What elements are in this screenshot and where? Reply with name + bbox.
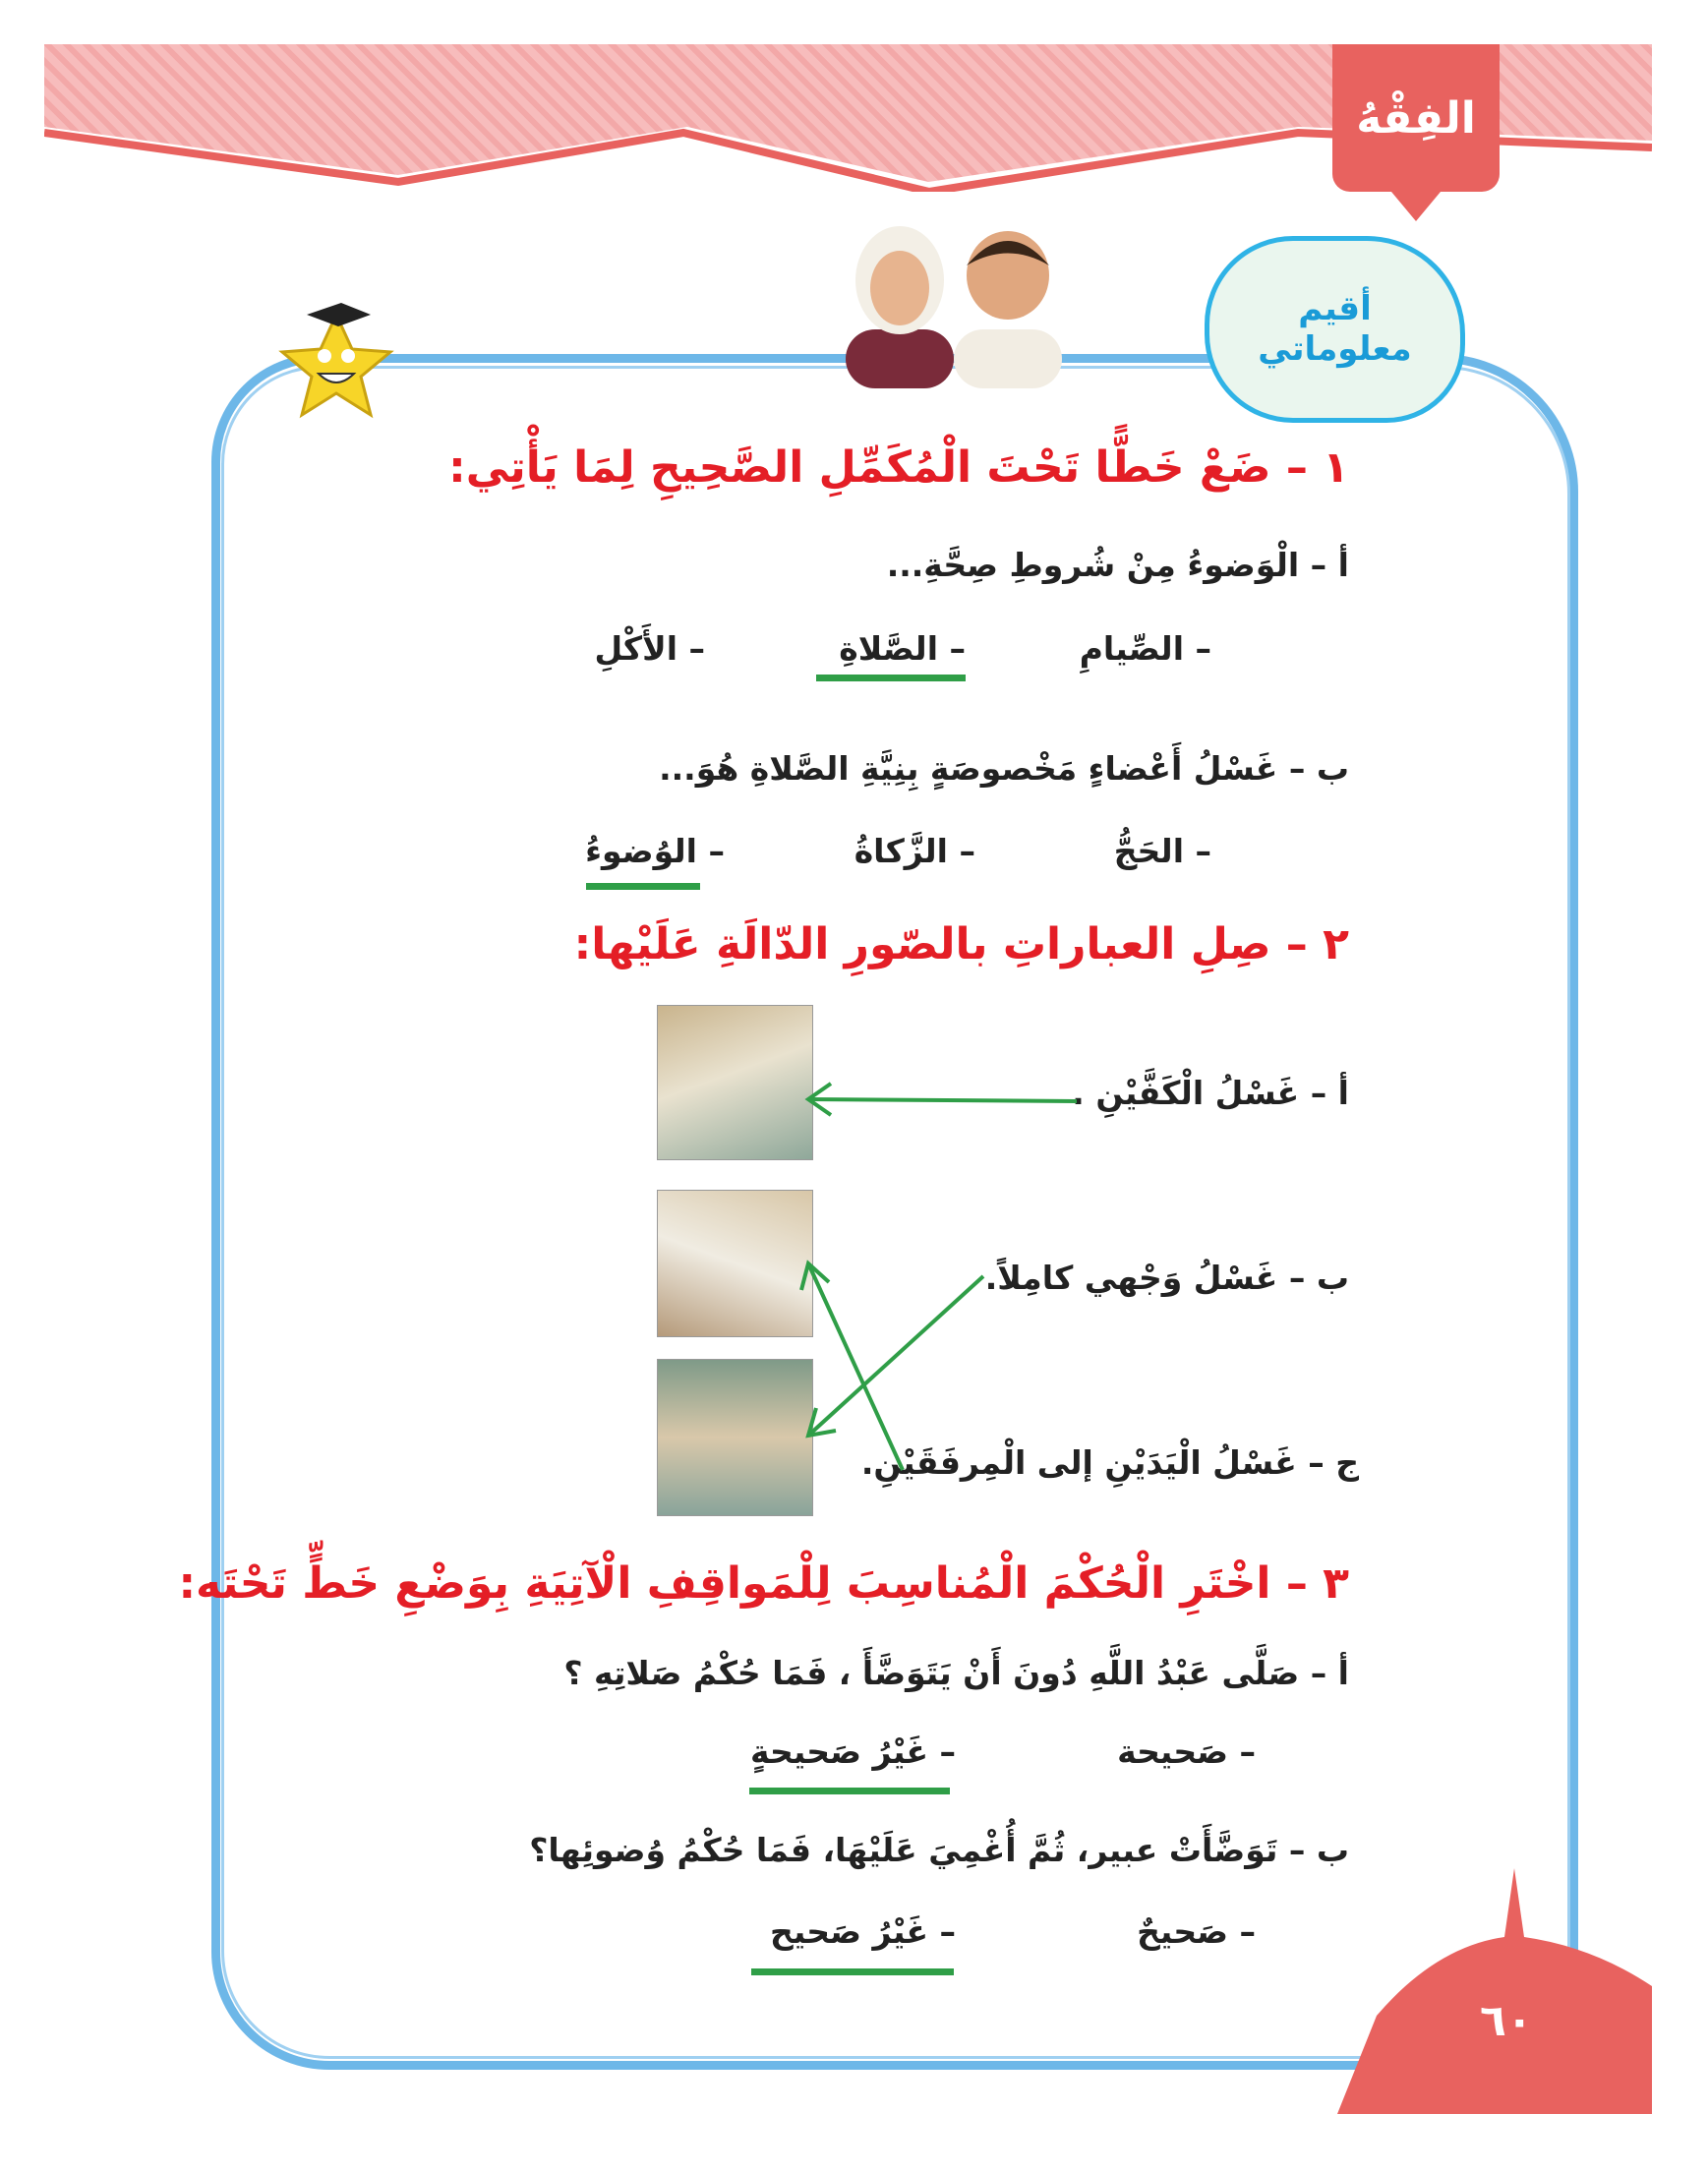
q3b-option-2[interactable]: – غَيْرُ صَحيح <box>770 1912 956 1951</box>
badge-line-1: أقيم <box>1298 289 1372 329</box>
q1a-answer-underline <box>816 675 966 681</box>
badge-line-2: معلوماتي <box>1258 329 1412 369</box>
q3a-text: أ – صَلَّى عَبْدُ اللَّهِ دُونَ أَنْ يَتَوَضَّأَ ، فَمَا حُكْمُ صَلاتِهِ ؟ <box>563 1654 1349 1692</box>
q3a-answer-underline <box>749 1788 950 1794</box>
mosque-dome-decoration <box>1337 1868 1652 2114</box>
q2-item-a[interactable]: أ – غَسْلُ الْكَفَّيْنِ . <box>1072 1074 1349 1112</box>
q3b-answer-underline <box>751 1968 954 1975</box>
graduate-star-mascot-icon <box>267 295 405 433</box>
q2-item-b[interactable]: ب – غَسْلُ وَجْهي كامِلاً. <box>984 1259 1349 1297</box>
washing-arms-image[interactable] <box>657 1190 813 1337</box>
content-frame-inner <box>221 366 1570 2059</box>
kids-illustration <box>846 221 1067 388</box>
q1b-answer-underline <box>586 883 700 890</box>
q3b-text: ب – تَوَضَّأَتْ عبير، ثُمَّ أُغْمِيَ عَلَيْهَا، فَمَا حُكْمُ وُضوئِها؟ <box>529 1831 1349 1869</box>
q1b-text: ب – غَسْلُ أَعْضاءٍ مَخْصوصَةٍ بِنِيَّةِ الصَّلاةِ هُوَ... <box>659 749 1349 788</box>
page-number: ٦٠ <box>1480 1996 1533 2046</box>
q1a-option-2[interactable]: – الصَّلاةِ <box>839 629 966 668</box>
subject-title: الفِقْهُ <box>1356 92 1476 144</box>
q2-item-c[interactable]: ج – غَسْلُ الْيَدَيْنِ إلى الْمِرفَقَيْنِ. <box>860 1443 1359 1482</box>
q3a-option-2[interactable]: – غَيْرُ صَحيحةٍ <box>750 1732 956 1771</box>
q1-heading: ١ – ضَعْ خَطًّا تَحْتَ الْمُكَمِّلِ الصَّحِيحِ لِمَا يَأْتِي: <box>448 442 1349 493</box>
q3b-option-1[interactable]: – صَحيحٌ <box>1137 1912 1256 1951</box>
q1a-option-3[interactable]: – الأَكْلِ <box>594 629 705 668</box>
q1a-text: أ – الْوَضوءُ مِنْ شُروطِ صِحَّةِ... <box>886 546 1349 584</box>
washing-hands-image[interactable] <box>657 1005 813 1160</box>
assess-badge-cloud <box>1205 236 1465 423</box>
q1a-option-1[interactable]: – الصِّيامِ <box>1079 629 1211 668</box>
q3a-option-1[interactable]: – صَحيحة <box>1117 1732 1256 1771</box>
q2-heading: ٢ – صِلِ العباراتِ بالصّورِ الدّالَةِ عَلَيْها: <box>573 919 1349 969</box>
q3-heading: ٣ – اخْتَرِ الْحُكْمَ الْمُناسِبَ لِلْمَواقِفِ الْآتِيَةِ بِوَضْعِ خَطٍّ تَحْتَه: <box>178 1558 1349 1609</box>
q1b-option-1[interactable]: – الحَجُّ <box>1113 832 1211 870</box>
subject-tab <box>1332 44 1500 192</box>
q1b-option-3[interactable]: – الوُضوءُ <box>585 832 725 870</box>
washing-face-image[interactable] <box>657 1359 813 1516</box>
q1b-option-2[interactable]: – الزَّكاةُ <box>854 832 975 870</box>
